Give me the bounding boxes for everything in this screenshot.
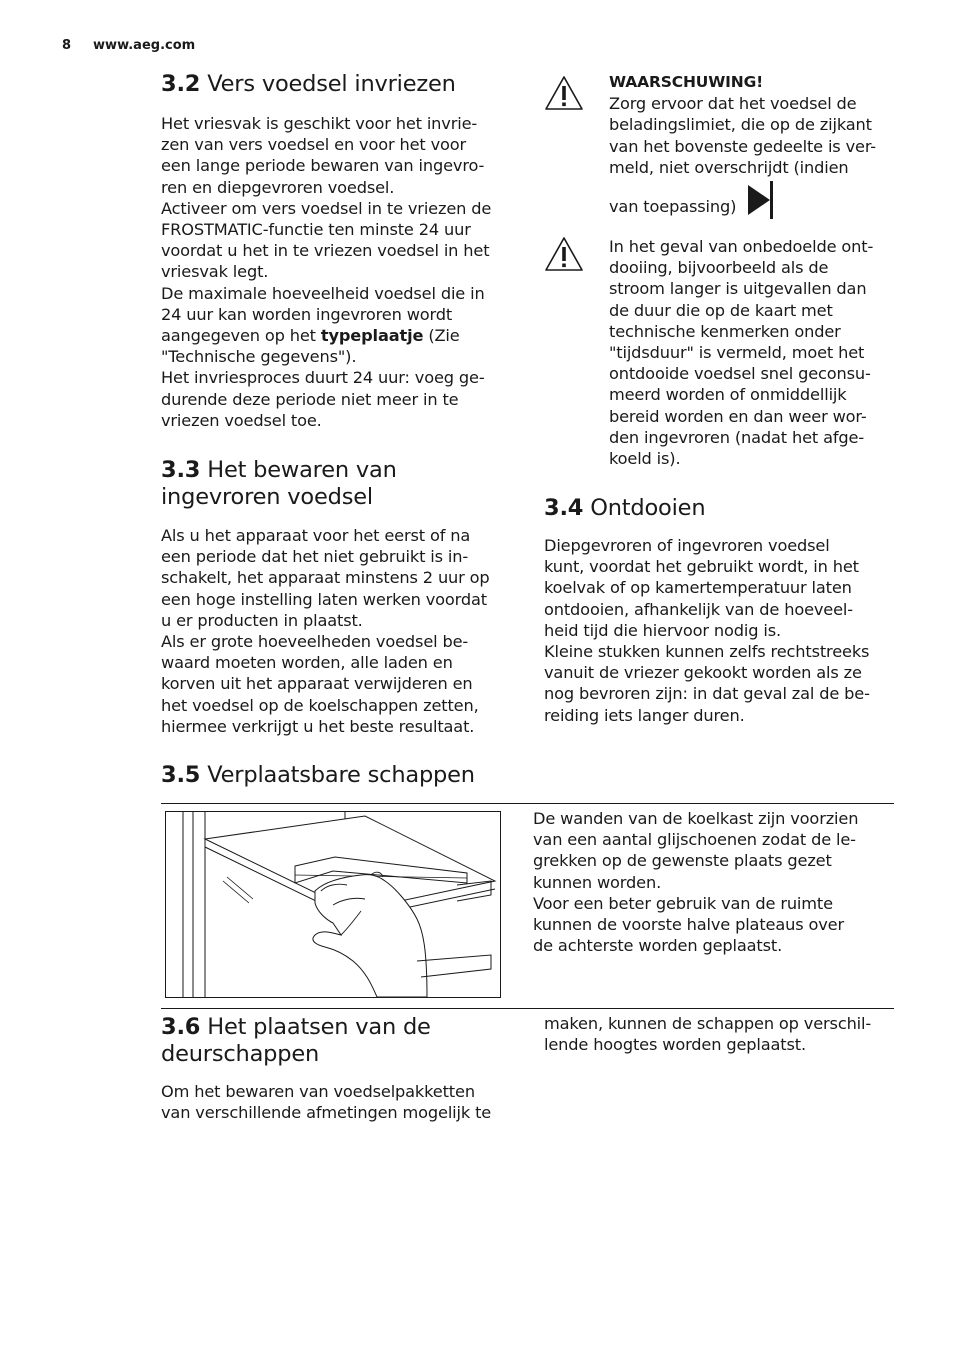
warning-text-end: van toepassing) xyxy=(609,197,737,216)
section-number: 3.3 xyxy=(161,457,201,483)
section-body-3-3: Als u het apparaat voor het eerst of na een periode dat het niet gebruikt is in- schakelt, het apparaat minstens 2 uur op een hoge instelling laten werken voordat u er producten in plaatst. Als er grote hoeveelheden voedsel be- waard moeten worden, alle laden en korven uit het apparaat verwijderen en het voedsel op de koelschappen zetten, hiermee verkrijgt u het beste resultaat. xyxy=(161,526,490,736)
warning-triangle-icon xyxy=(544,75,584,111)
section-divider xyxy=(161,1008,894,1009)
section-body-3-6-left: Om het bewaren van voedselpakketten van verschillende afmetingen mogelijk te xyxy=(161,1082,492,1123)
load-limit-marker-icon xyxy=(746,181,776,219)
section-title-text: Het bewaren van ingevroren voedsel xyxy=(161,457,397,510)
section-body-3-4: Diepgevroren of ingevroren voedsel kunt, voordat het gebruikt wordt, in het koelvak of op kamertemperatuur laten ontdooien, afhankelijk van de hoeveel- heid tijd die hiervoor nodig is. Kleine stukken kunnen zelfs rechtstreeks vanuit de vriezer gekookt worden als ze nog bevroren zijn: in dat geval zal de be- reiding iets langer duren. xyxy=(544,536,870,725)
section-title-text: Verplaatsbare schappen xyxy=(207,762,475,788)
section-title-text: Het plaatsen van de deurschappen xyxy=(161,1014,431,1067)
section-number: 3.2 xyxy=(161,71,201,97)
body-bold-text: typeplaatje xyxy=(320,326,424,346)
section-body-3-2 xyxy=(161,113,521,431)
section-body-3-5: De wanden van de koelkast zijn voorzien van een aantal glijschoenen zodat de le- grekken op de gewenste plaats gezet kunnen worden. Voor een beter gebruik van de ruimte kunnen de voorste halve plateaus over de achterste worden geplaatst. xyxy=(533,809,859,956)
warning-label: WAARSCHUWING! xyxy=(609,73,764,91)
page-header xyxy=(62,38,195,53)
section-body-3-6-right: maken, kunnen de schappen op verschil- lende hoogtes worden geplaatst. xyxy=(544,1014,872,1055)
warning-text: Zorg ervoor dat het voedsel de beladingslimiet, die op de zijkant van het bovenste gedeelte is ver- meld, niet overschrijdt (indien xyxy=(609,94,876,177)
section-number: 3.4 xyxy=(544,495,584,521)
section-title-3-6 xyxy=(161,1014,431,1068)
warning-triangle-icon xyxy=(544,236,584,272)
body-text: (Zie "Technische gegevens"). Het invriesproces duurt 24 uur: voeg ge- durende deze periode niet meer in te vriezen voedsel toe. xyxy=(161,326,485,430)
warning-block-2: In het geval van onbedoelde ont- dooiing, bijvoorbeeld als de stroom langer is uitgevallen dan de duur die op de kaart met technische kenmerken onder "tijdsduur" is vermeld, moet het ontdooide voedsel snel geconsu- meerd worden of onmiddellijk bereid worden en dan weer wor- den ingevroren (nadat het afge- koeld is). xyxy=(609,237,874,469)
warning-block-1 xyxy=(609,71,909,178)
section-number: 3.5 xyxy=(161,762,201,788)
section-title-3-5 xyxy=(161,762,475,789)
section-number: 3.6 xyxy=(161,1014,201,1040)
section-title-3-2 xyxy=(161,71,456,98)
section-title-3-4 xyxy=(544,495,705,522)
site-url[interactable]: www.aeg.com xyxy=(93,38,196,53)
section-divider xyxy=(161,803,894,804)
body-text: Het vriesvak is geschikt voor het invrie- zen van vers voedsel en voor het voor een lange periode bewaren van ingevro- ren en diepgevroren voedsel. Activeer om vers voedsel in te vriezen de FROSTMATIC-functie ten minste 24 uur voordat u het in te vriezen voedsel in het vriesvak legt. De maximale hoeveelheid voedsel die in 24 uur kan worden ingevroren wordt aangegeven op het xyxy=(161,114,492,346)
section-title-text: Ontdooien xyxy=(590,495,706,521)
section-title-text: Vers voedsel invriezen xyxy=(207,71,456,97)
page-number: 8 xyxy=(62,38,72,53)
hand-moving-shelf-illustration xyxy=(165,811,501,998)
section-title-3-3 xyxy=(161,457,397,511)
